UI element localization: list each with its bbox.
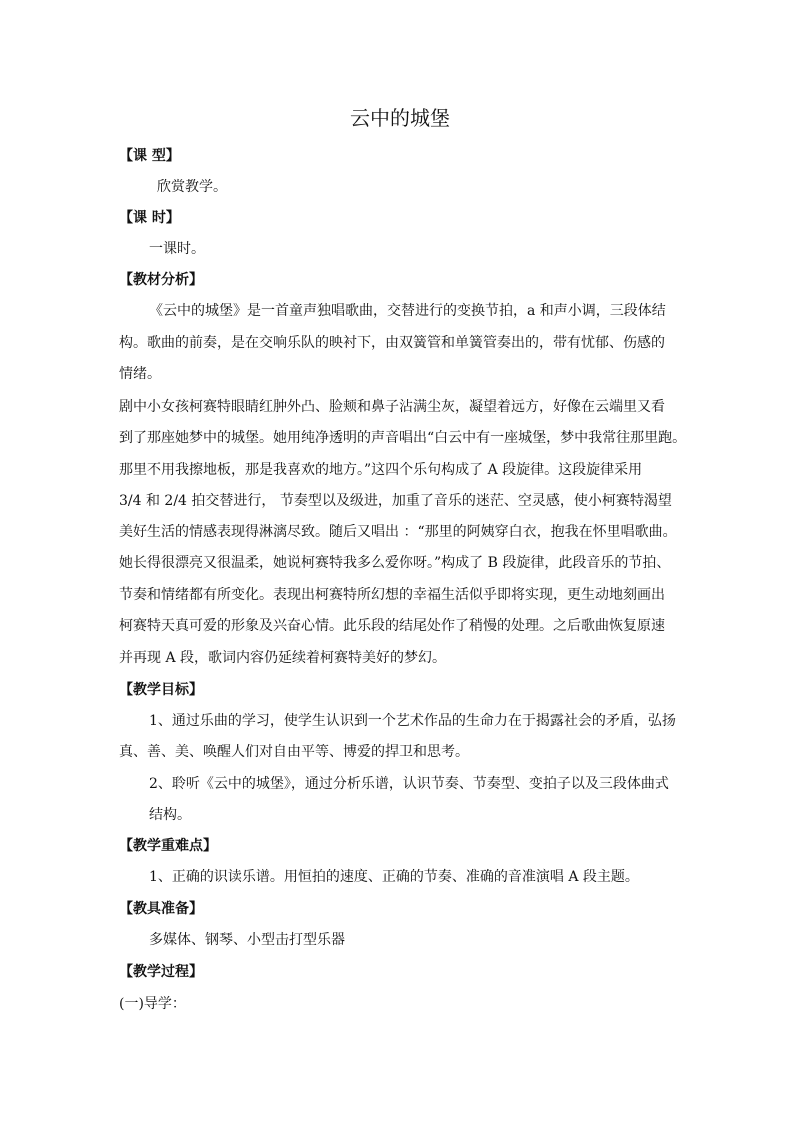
analysis-line: 构。歌曲的前奏，是在交响乐队的映衬下，由双簧管和单簧管奏出的，带有忧郁、伤感的 [119, 335, 665, 351]
heading-tools: 【教具准备】 [119, 901, 203, 917]
analysis-line: 到了那座她梦中的城堡。她用纯净透明的声音唱出“白云中有一座城堡，梦中我常往那里跑。 [119, 430, 687, 446]
heading-lesson-type: 【课 型】 [119, 148, 180, 164]
tools-text: 多媒体、钢琴、小型击打型乐器 [149, 932, 345, 948]
analysis-line: 《云中的城堡》是一首童声独唱歌曲，交替进行的变换节拍，a 和声小调，三段体结 [149, 303, 666, 319]
heading-teaching-goals: 【教学目标】 [119, 682, 203, 698]
lesson-time-text: 一课时。 [149, 241, 205, 257]
goals-line: 真、善、美、唤醒人们对自由平等、博爱的捍卫和思考。 [119, 744, 469, 760]
analysis-line: 并再现 A 段，歌词内容仍延续着柯赛特美好的梦幻。 [119, 650, 447, 666]
heading-lesson-time: 【课 时】 [119, 210, 180, 226]
lesson-type-text: 欣赏教学。 [157, 179, 227, 195]
goals-line: 2、聆听《云中的城堡》，通过分析乐谱，认识节奏、节奏型、变拍子以及三段体曲式 [149, 776, 669, 792]
analysis-line: 情绪。 [119, 366, 161, 382]
analysis-line: 节奏和情绪都有所变化。表现出柯赛特所幻想的幸福生活似乎即将实现，更生动地刻画出 [119, 587, 665, 603]
heading-key-points: 【教学重难点】 [119, 838, 217, 854]
process-line: (一)导学： [119, 996, 186, 1012]
heading-process: 【教学过程】 [119, 964, 203, 980]
goals-line: 结构。 [149, 807, 191, 823]
document-title: 云中的城堡 [350, 106, 450, 130]
analysis-line: 3/4 和 2/4 拍交替进行， 节奏型以及级进，加重了音乐的迷茫、空灵感，使小柯赛特渴望 [119, 493, 672, 509]
analysis-line: 美好生活的情感表现得淋漓尽致。随后又唱出 ：“那里的阿姨穿白衣，抱我在怀里唱歌曲。 [119, 524, 677, 540]
analysis-line: 柯赛特天真可爱的形象及兴奋心情。此乐段的结尾处作了稍慢的处理。之后歌曲恢复原速 [119, 618, 665, 634]
heading-material-analysis: 【教材分析】 [119, 272, 203, 288]
key-points-line: 1、正确的识读乐谱。用恒拍的速度、正确的节奏、准确的音准演唱 A 段主题。 [149, 869, 639, 885]
analysis-line: 剧中小女孩柯赛特眼睛红肿外凸、脸颊和鼻子沾满尘灰，凝望着远方，好像在云端里又看 [119, 399, 665, 415]
analysis-line: 那里不用我擦地板，那是我喜欢的地方。”这四个乐句构成了 A 段旋律。这段旋律采用 [119, 462, 643, 478]
goals-line: 1、通过乐曲的学习，使学生认识到一个艺术作品的生命力在于揭露社会的矛盾，弘扬 [149, 713, 676, 729]
analysis-line: 她长得很漂亮又很温柔，她说柯赛特我多么爱你呀。”构成了 B 段旋律，此段音乐的节拍、 [119, 555, 671, 571]
